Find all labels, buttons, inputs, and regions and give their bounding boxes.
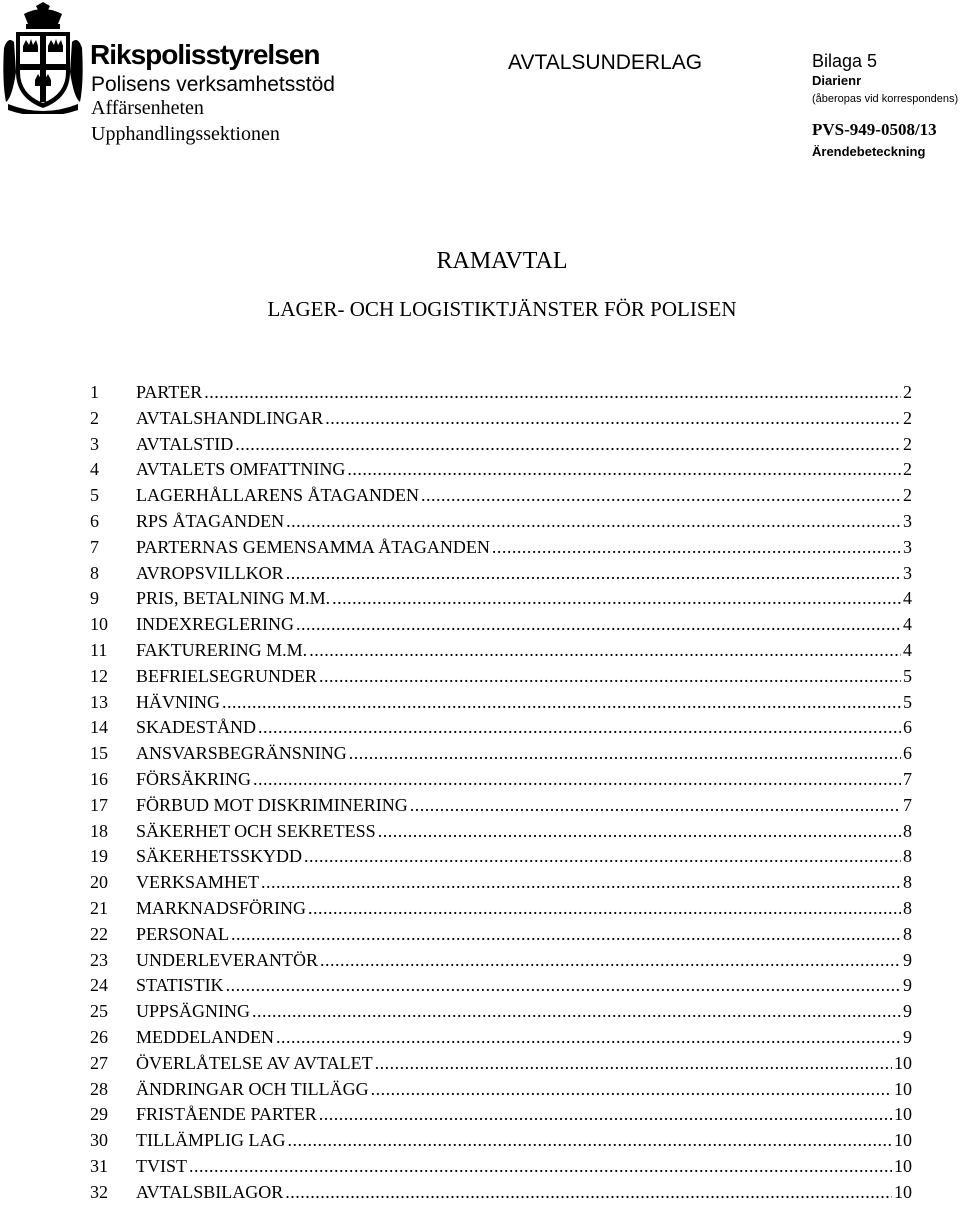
toc-entry-title: AVTALSBILAGOR [136,1181,284,1202]
toc-entry-title: AVTALETS OMFATTNING [136,459,346,480]
toc-entry-page: 10 [894,1078,912,1099]
toc-entry-title: PARTER [136,382,203,402]
toc-entry-number: 29 [90,1104,108,1125]
toc-entry-title: HÄVNING [136,691,220,712]
toc-entry-number: 15 [90,743,108,764]
toc-entry-number: 2 [90,407,99,428]
toc-entry-number: 28 [90,1078,108,1099]
toc-entry-page: 3 [903,562,912,583]
toc-entry-title: TILLÄMPLIG LAG [136,1130,286,1151]
toc-entry [90,870,912,896]
toc-entry-title: UNDERLEVERANTÖR [136,949,318,970]
toc-entry [90,561,912,587]
toc-entry-page: 10 [894,1130,912,1151]
toc-entry [90,1077,912,1103]
diarienr-note: (åberopas vid korrespondens) [812,93,959,105]
toc-entry [90,1025,912,1051]
toc-entry [90,457,912,483]
toc-entry [90,922,912,948]
toc-entry [90,1051,912,1077]
toc-entry-title: SÄKERHET OCH SEKRETESS [136,820,376,841]
toc-entry-title: RPS ÅTAGANDEN [136,510,285,531]
toc-entry-title: ANSVARSBEGRÄNSNING [136,743,347,764]
toc-entry-number: 30 [90,1130,108,1151]
toc-entry-title: SKADESTÅND [136,717,257,738]
toc-dot-leader [319,1102,892,1128]
toc-entry-page: 3 [903,536,912,557]
toc-entry [90,715,912,741]
case-number-label: Ärendebeteckning [812,144,926,159]
toc-entry-page: 9 [903,1026,912,1047]
toc-entry [90,380,912,406]
toc-entry-title: MEDDELANDEN [136,1026,274,1047]
toc-dot-leader [319,664,901,690]
toc-entry-number: 9 [90,588,99,609]
toc-entry-title: LAGERHÅLLARENS ÅTAGANDEN [136,485,420,506]
toc-entry-number: 13 [90,691,108,712]
toc-dot-leader [276,1025,901,1051]
toc-entry-page: 9 [903,1001,912,1022]
toc-dot-leader [308,896,901,922]
toc-dot-leader [189,1154,892,1180]
toc-dot-leader [287,1128,892,1154]
toc-entry-number: 8 [90,562,99,583]
organization-name: Rikspolisstyrelsen [90,39,320,70]
toc-entry-page: 5 [903,665,912,686]
toc-dot-leader [253,767,901,793]
toc-entry-page: 7 [903,794,912,815]
toc-dot-leader [320,948,901,974]
toc-entry-number: 27 [90,1052,108,1073]
toc-entry [90,690,912,716]
toc-entry-title: ÄNDRINGAR OCH TILLÄGG [136,1078,369,1099]
toc-entry-number: 19 [90,846,108,867]
toc-dot-leader [375,1051,892,1077]
toc-entry-page: 2 [903,485,912,506]
toc-entry-page: 10 [894,1155,912,1176]
toc-entry-title: VERKSAMHET [136,872,260,893]
toc-dot-leader [296,612,901,638]
toc-entry-title: FÖRBUD MOT DISKRIMINERING [136,794,408,815]
toc-entry-page: 8 [903,846,912,867]
toc-entry-page: 5 [903,691,912,712]
toc-entry-number: 17 [90,794,108,815]
toc-entry [90,638,912,664]
toc-entry-title: AVTALSTID [136,433,234,454]
toc-dot-leader [347,457,901,483]
toc-entry [90,483,912,509]
toc-dot-leader [286,509,901,535]
toc-entry-title: AVROPSVILLKOR [136,562,284,583]
toc-entry-number: 12 [90,665,108,686]
toc-entry [90,896,912,922]
toc-dot-leader [285,1180,892,1206]
toc-entry [90,819,912,845]
section-name: Upphandlingssektionen [91,123,280,145]
toc-entry [90,1102,912,1128]
toc-entry-number: 32 [90,1181,108,1202]
toc-entry [90,741,912,767]
toc-dot-leader [309,638,901,664]
toc-entry-number: 23 [90,949,108,970]
toc-dot-leader [378,819,901,845]
toc-entry-title: FAKTURERING M.M. [136,639,308,660]
toc-entry-number: 11 [90,639,108,660]
toc-entry [90,767,912,793]
toc-entry-number: 6 [90,510,99,531]
toc-entry-page: 10 [894,1052,912,1073]
toc-entry [90,793,912,819]
toc-entry-page: 4 [903,588,912,609]
toc-entry-number: 5 [90,485,99,506]
toc-entry-page: 9 [903,975,912,996]
toc-dot-leader [286,561,901,587]
toc-dot-leader [226,973,901,999]
toc-entry-page: 8 [903,923,912,944]
toc-dot-leader [252,999,901,1025]
toc-entry-number: 24 [90,975,108,996]
toc-entry-number: 7 [90,536,99,557]
toc-dot-leader [410,793,901,819]
toc-entry-page: 2 [903,459,912,480]
table-of-contents [90,380,912,1206]
toc-entry [90,586,912,612]
toc-entry-page: 7 [903,768,912,789]
toc-entry [90,844,912,870]
document-type: AVTALSUNDERLAG [508,51,703,74]
toc-dot-leader [261,870,901,896]
toc-dot-leader [421,483,901,509]
toc-entry-number: 1 [90,382,99,402]
toc-dot-leader [325,406,901,432]
toc-entry-number: 16 [90,768,108,789]
toc-dot-leader [222,690,901,716]
diarienr-label: Diarienr [812,73,862,88]
toc-entry-page: 9 [903,949,912,970]
toc-dot-leader [258,715,901,741]
toc-entry [90,664,912,690]
toc-entry-number: 4 [90,459,99,480]
toc-entry [90,1128,912,1154]
toc-entry-title: AVTALSHANDLINGAR [136,407,324,428]
toc-entry [90,1154,912,1180]
appendix-label: Bilaga 5 [812,51,878,71]
toc-entry-title: MARKNADSFÖRING [136,897,307,918]
toc-entry-number: 25 [90,1001,108,1022]
toc-dot-leader [235,432,901,458]
toc-entry-page: 10 [894,1104,912,1125]
toc-entry-title: TVIST [136,1155,187,1176]
toc-entry [90,948,912,974]
organization-subtitle: Polisens verksamhetsstöd [91,73,335,96]
case-number: PVS-949-0508/13 [812,120,937,139]
toc-entry [90,612,912,638]
toc-dot-leader [304,844,901,870]
toc-dot-leader [349,741,901,767]
toc-entry-title: UPPSÄGNING [136,1001,251,1022]
toc-entry-title: PERSONAL [136,923,230,944]
toc-entry [90,509,912,535]
toc-entry-page: 8 [903,872,912,893]
toc-entry-page: 4 [903,614,912,635]
toc-entry-number: 26 [90,1026,108,1047]
toc-entry-page: 2 [903,407,912,428]
toc-entry-page: 10 [894,1181,912,1202]
toc-entry-title: PARTERNAS GEMENSAMMA ÅTAGANDEN [136,536,490,557]
toc-entry-title: BEFRIELSEGRUNDER [136,665,318,686]
toc-entry-number: 10 [90,614,108,635]
toc-dot-leader [371,1077,892,1103]
crowns-crest-icon [2,2,84,114]
toc-dot-leader [492,535,901,561]
toc-dot-leader [332,586,901,612]
toc-entry-number: 14 [90,717,108,738]
toc-entry-number: 21 [90,897,108,918]
document-title: RAMAVTAL [436,248,568,274]
document-subtitle: LAGER- OCH LOGISTIKTJÄNSTER FÖR POLISEN [267,297,737,321]
toc-entry [90,973,912,999]
toc-entry-number: 31 [90,1155,108,1176]
toc-entry-page: 3 [903,510,912,531]
toc-entry-title: SÄKERHETSSKYDD [136,846,303,867]
toc-entry-title: FRISTÅENDE PARTER [136,1104,317,1125]
toc-dot-leader [231,922,901,948]
toc-entry [90,432,912,458]
department-name: Affärsenheten [91,97,204,119]
toc-entry-page: 2 [903,382,912,402]
toc-entry-title: ÖVERLÅTELSE AV AVTALET [136,1052,373,1073]
toc-entry-title: INDEXREGLERING [136,614,294,635]
toc-entry [90,999,912,1025]
toc-entry-page: 8 [903,897,912,918]
toc-entry-title: STATISTIK [136,975,224,996]
toc-entry-title: PRIS, BETALNING M.M. [136,588,331,609]
toc-entry-number: 20 [90,872,108,893]
toc-entry-page: 4 [903,639,912,660]
toc-entry [90,406,912,432]
toc-entry-page: 2 [903,433,912,454]
toc-entry-number: 3 [90,433,99,454]
toc-entry [90,1180,912,1206]
toc-entry-title: FÖRSÄKRING [136,768,252,789]
toc-entry [90,535,912,561]
toc-entry-number: 18 [90,820,108,841]
toc-entry-page: 6 [903,743,912,764]
toc-entry-page: 6 [903,717,912,738]
toc-entry-number: 22 [90,923,108,944]
toc-dot-leader [204,380,901,406]
toc-entry-page: 8 [903,820,912,841]
